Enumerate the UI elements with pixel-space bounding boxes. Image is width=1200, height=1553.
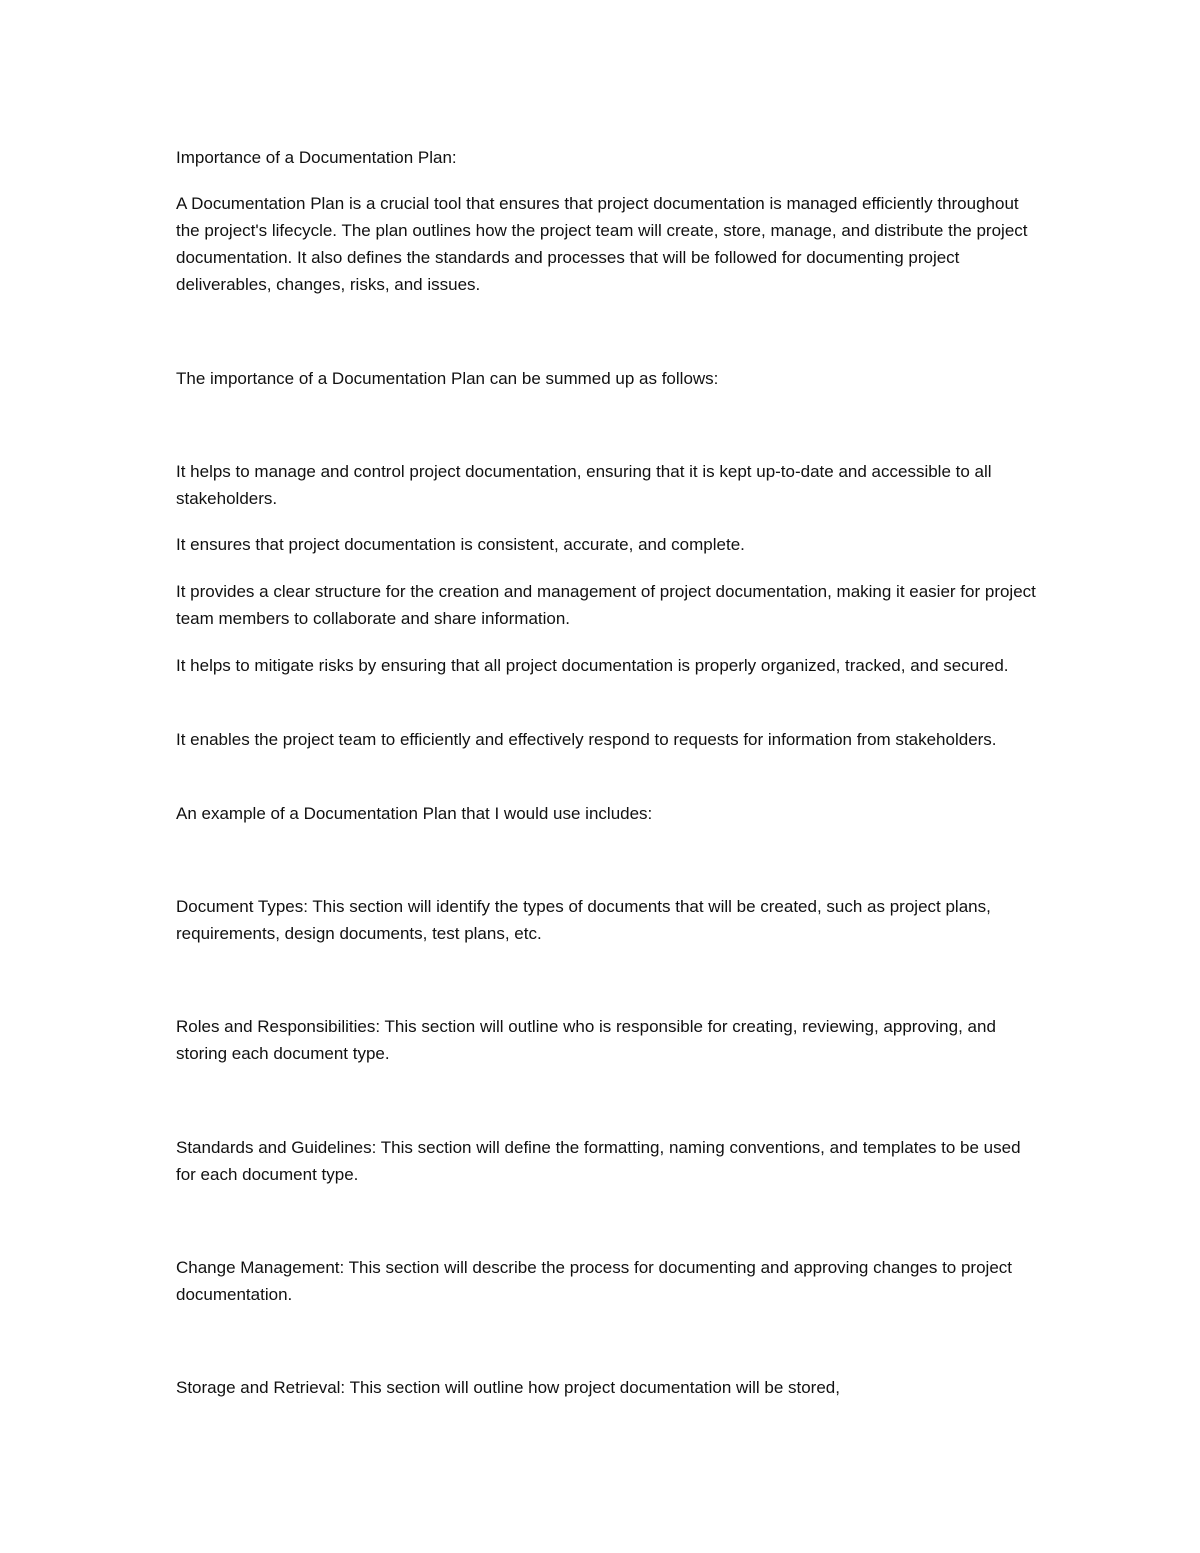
intro-paragraph: A Documentation Plan is a crucial tool that ensures that project documentation is managed efficiently throughout the project's lifecycle. The plan outlines how the project team will create, store, manage, and distribute the project documentation. It also defines the standards and processes that will be followed for documenting project deliverables, changes, risks, and issues. bbox=[176, 194, 1028, 294]
plan-section: Storage and Retrieval: This section will outline how project documentation will be stored, bbox=[176, 1378, 840, 1397]
importance-point: It provides a clear structure for the creation and management of project documentation, making it easier for project team members to collaborate and share information. bbox=[176, 582, 1036, 628]
importance-point: It helps to manage and control project documentation, ensuring that it is kept up-to-date and accessible to all stakeholders. bbox=[176, 462, 992, 508]
plan-section: Roles and Responsibilities: This section will outline who is responsible for creating, reviewing, approving, and storing each document type. bbox=[176, 1017, 996, 1063]
importance-lead-paragraph: The importance of a Documentation Plan can be summed up as follows: bbox=[176, 369, 719, 388]
document-heading: Importance of a Documentation Plan: bbox=[176, 148, 457, 167]
plan-section: Document Types: This section will identify the types of documents that will be created, such as project plans, requirements, design documents, test plans, etc. bbox=[176, 897, 991, 943]
example-lead-paragraph: An example of a Documentation Plan that I would use includes: bbox=[176, 804, 653, 823]
plan-section: Change Management: This section will describe the process for documenting and approving changes to project documentation. bbox=[176, 1258, 1013, 1304]
importance-point: It helps to mitigate risks by ensuring that all project documentation is properly organized, tracked, and secured. bbox=[176, 656, 1009, 675]
importance-point: It enables the project team to efficiently and effectively respond to requests for information from stakeholders. bbox=[176, 730, 997, 749]
importance-point: It ensures that project documentation is consistent, accurate, and complete. bbox=[176, 535, 745, 554]
plan-section: Standards and Guidelines: This section will define the formatting, naming conventions, and templates to be used for each document type. bbox=[176, 1138, 1021, 1184]
